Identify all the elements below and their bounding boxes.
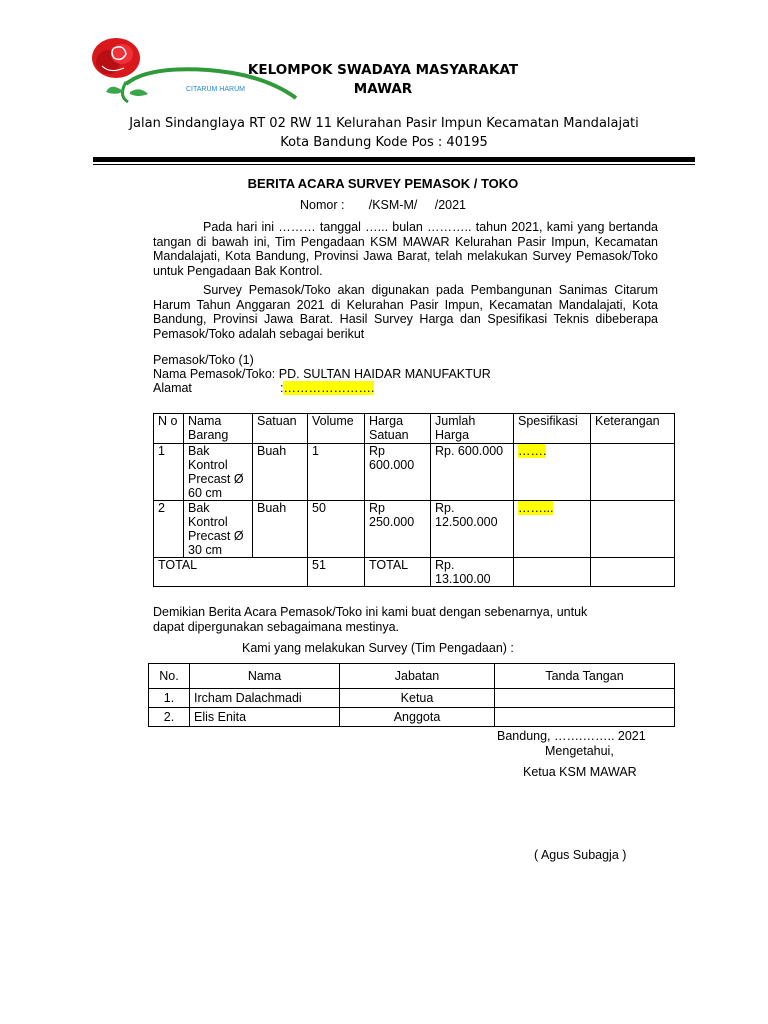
paragraph-2: Survey Pemasok/Toko akan digunakan pada Pembangunan Sanimas Citarum Harum Tahun Anggaran 2021 di Kelurahan Pasir Impun, Kecamatan Mandalajati, Kota Bandung, Provinsi Jawa Barat. Hasil Survey Harga dan Spesifikasi Teknis dibeberapa Pemasok/Toko adalah sebagai berikut xyxy=(153,283,658,341)
col-tanda-tangan: Tanda Tangan xyxy=(495,664,675,689)
col-nama: Nama Barang xyxy=(184,414,253,444)
cell-no: 2. xyxy=(149,708,190,727)
signature-acknowledged: Mengetahui, xyxy=(545,744,614,758)
cell-tanda-tangan xyxy=(495,708,675,727)
cell-harga: Rp 250.000 xyxy=(365,501,431,558)
total-row xyxy=(154,558,675,587)
cell-jabatan: Ketua xyxy=(340,689,495,708)
total-spesifikasi xyxy=(514,558,591,587)
total-keterangan xyxy=(591,558,675,587)
cell-nama: Ircham Dalachmadi xyxy=(190,689,340,708)
cell-keterangan xyxy=(591,501,675,558)
address-field xyxy=(280,381,374,396)
spesifikasi-value: ……. xyxy=(518,444,547,458)
address-line-1: Jalan Sindanglaya RT 02 RW 11 Kelurahan Pasir Impun Kecamatan Mandalajati xyxy=(129,116,639,131)
paragraph-1: Pada hari ini ……… tanggal …... bulan ……….. tahun 2021, kami yang bertanda tangan di bawah ini, Tim Pengadaan KSM MAWAR Kelurahan Pasir Impun, Kecamatan Mandalajati, Kota Bandung, Provinsi Jawa Barat, telah melakukan Survey Pemasok/Toko untuk Pengadaan Bak Kontrol. xyxy=(153,220,658,278)
col-jabatan: Jabatan xyxy=(340,664,495,689)
cell-no: 1 xyxy=(154,444,184,501)
team-heading: Kami yang melakukan Survey (Tim Pengadaan) : xyxy=(242,641,514,655)
cell-no: 2 xyxy=(154,501,184,558)
spesifikasi-value: ……... xyxy=(518,501,554,515)
total-label-2: TOTAL xyxy=(365,558,431,587)
supplier-name-label: Nama Pemasok/Toko: xyxy=(153,367,276,381)
cell-volume: 50 xyxy=(308,501,365,558)
team-table xyxy=(148,663,675,727)
table-row xyxy=(149,689,675,708)
cell-keterangan xyxy=(591,444,675,501)
closing-line-2: dapat dipergunakan sebagaimana mestinya. xyxy=(153,620,400,634)
total-amount: Rp. 13.100.00 xyxy=(431,558,514,587)
col-harga: Harga Satuan xyxy=(365,414,431,444)
col-no: No. xyxy=(149,664,190,689)
total-volume: 51 xyxy=(308,558,365,587)
cell-nama: Bak Kontrol Precast Ø 60 cm xyxy=(184,444,253,501)
document-number: Nomor : /KSM-M/ /2021 xyxy=(299,198,466,212)
cell-volume: 1 xyxy=(308,444,365,501)
table-row xyxy=(154,444,675,501)
cell-satuan: Buah xyxy=(253,501,308,558)
cell-tanda-tangan xyxy=(495,689,675,708)
address-sep: : xyxy=(280,381,284,395)
col-volume: Volume xyxy=(308,414,365,444)
closing-line-1: Demikian Berita Acara Pemasok/Toko ini kami buat dengan sebenarnya, untuk xyxy=(153,605,588,619)
cell-spesifikasi xyxy=(514,444,591,501)
cell-spesifikasi xyxy=(514,501,591,558)
logo-text: CITARUM HARUM xyxy=(186,86,245,93)
cell-jumlah: Rp. 600.000 xyxy=(431,444,514,501)
signature-place-date: Bandung, …….…….. 2021 xyxy=(497,729,646,743)
address-line-2: Kota Bandung Kode Pos : 40195 xyxy=(280,135,488,150)
org-subname: MAWAR xyxy=(353,81,413,97)
address-label: Alamat xyxy=(153,381,192,395)
cell-no: 1. xyxy=(149,689,190,708)
cell-satuan: Buah xyxy=(253,444,308,501)
header-rule-thick xyxy=(93,157,695,162)
cell-jabatan: Anggota xyxy=(340,708,495,727)
col-nama: Nama xyxy=(190,664,340,689)
team-table-header xyxy=(149,664,675,689)
table-row xyxy=(149,708,675,727)
cell-harga: Rp 600.000 xyxy=(365,444,431,501)
col-spesifikasi: Spesifikasi xyxy=(514,414,591,444)
items-table xyxy=(153,413,675,587)
supplier-name-line xyxy=(153,367,491,382)
cell-jumlah: Rp. 12.500.000 xyxy=(431,501,514,558)
header-rule-thin xyxy=(93,164,695,165)
supplier-heading: Pemasok/Toko (1) xyxy=(153,353,254,367)
total-label: TOTAL xyxy=(154,558,308,587)
document-title: BERITA ACARA SURVEY PEMASOK / TOKO xyxy=(247,176,519,191)
col-no: N o xyxy=(154,414,184,444)
signature-name: ( Agus Subagja ) xyxy=(534,848,627,862)
org-name: KELOMPOK SWADAYA MASYARAKAT xyxy=(247,62,519,78)
table-row xyxy=(154,501,675,558)
supplier-name: PD. SULTAN HAIDAR MANUFAKTUR xyxy=(278,367,491,381)
items-table-header xyxy=(154,414,675,444)
col-jumlah: Jumlah Harga xyxy=(431,414,514,444)
col-satuan: Satuan xyxy=(253,414,308,444)
col-keterangan: Keterangan xyxy=(591,414,675,444)
cell-nama: Elis Enita xyxy=(190,708,340,727)
cell-nama: Bak Kontrol Precast Ø 30 cm xyxy=(184,501,253,558)
address-value: …………………. xyxy=(283,381,375,395)
signature-role: Ketua KSM MAWAR xyxy=(523,765,637,779)
